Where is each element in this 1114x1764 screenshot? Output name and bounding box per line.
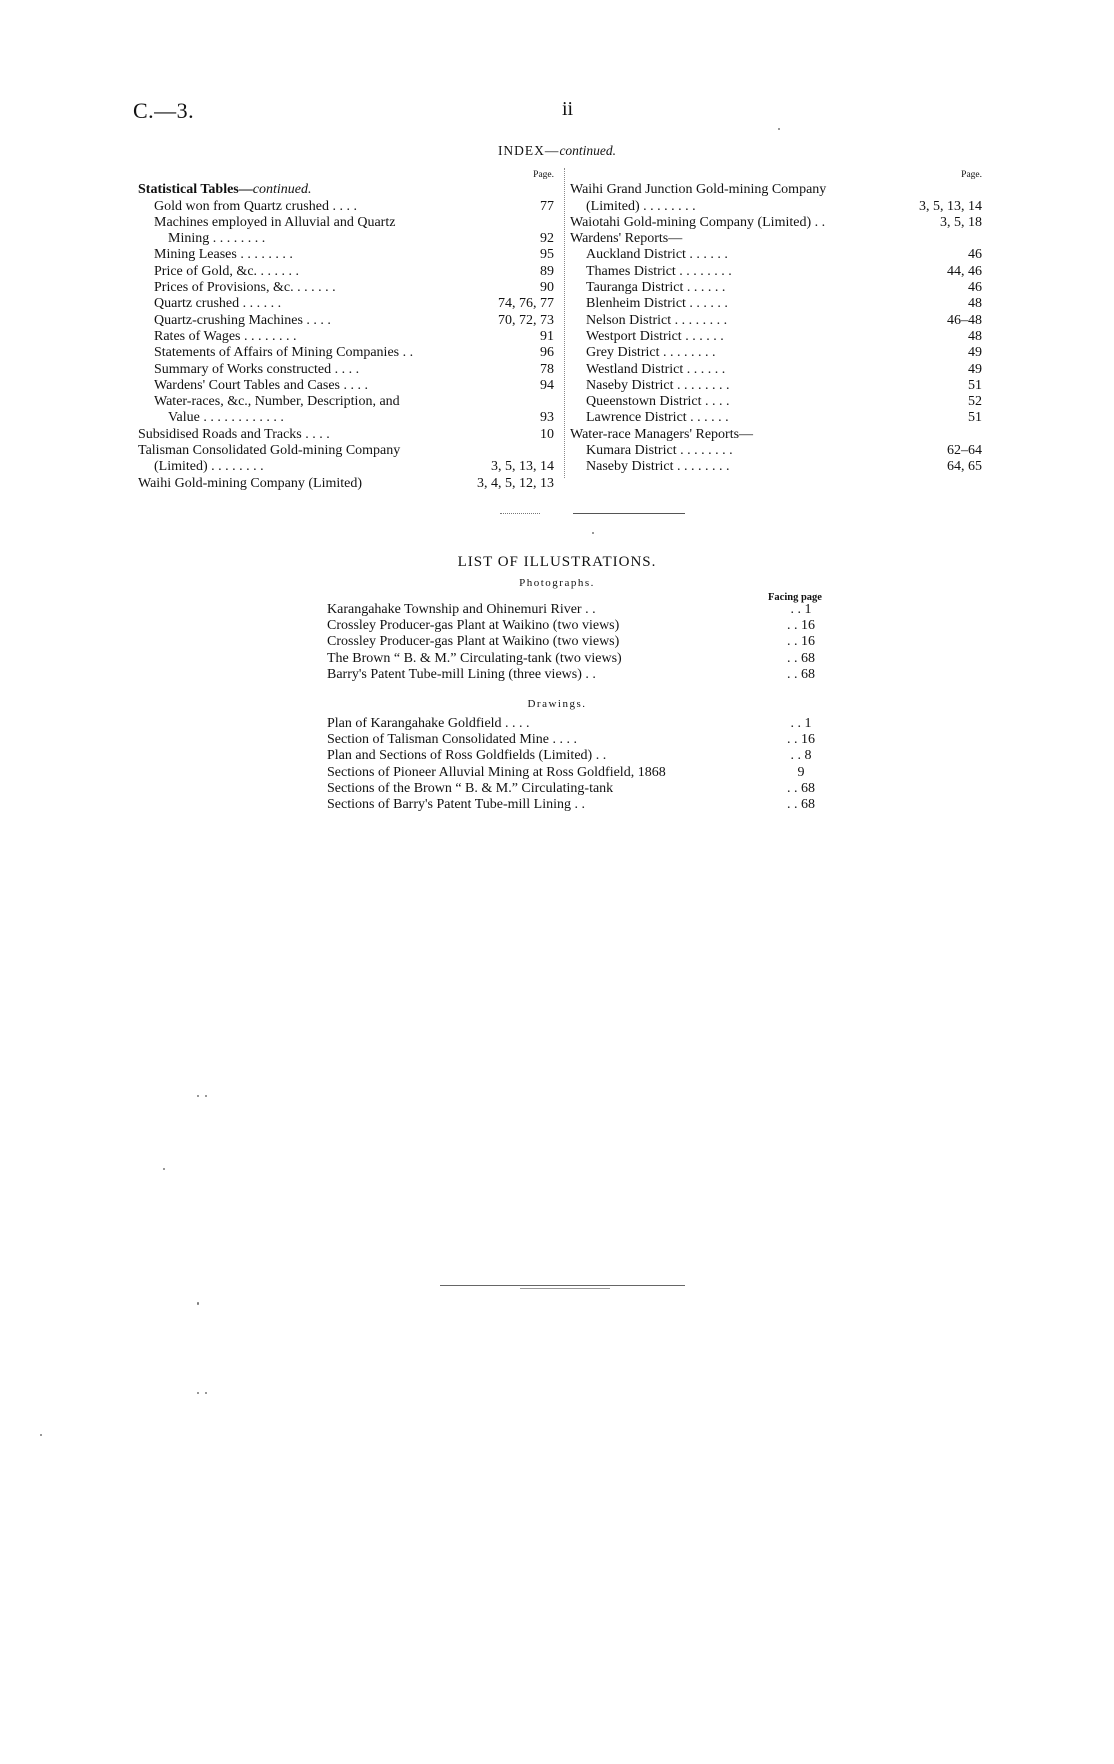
drawing-entry bbox=[327, 748, 830, 764]
drawing-entry bbox=[327, 781, 830, 797]
index-entry-page: 44, 46 bbox=[947, 263, 982, 279]
index-entry bbox=[570, 247, 982, 263]
index-entry-title: Auckland District . . . . . . bbox=[586, 247, 728, 263]
index-entry-page: 78 bbox=[540, 361, 554, 377]
index-entry-title: Waihi Gold-mining Company (Limited) bbox=[138, 475, 363, 491]
index-entry-title: (Limited) . . . . . . . . bbox=[586, 198, 696, 214]
index-heading-continued: continued. bbox=[559, 143, 617, 158]
photograph-entry-title: Barry's Patent Tube-mill Lining (three views) . . bbox=[327, 666, 596, 682]
index-entry bbox=[138, 215, 554, 231]
index-entry-title: Quartz-crushing Machines . . . . bbox=[154, 312, 331, 328]
divider-rule bbox=[573, 513, 685, 514]
index-entry-title: Grey District . . . . . . . . bbox=[586, 345, 716, 361]
index-entry-page: 91 bbox=[540, 328, 554, 344]
index-entry-page: 95 bbox=[540, 247, 554, 263]
index-entry-title: Blenheim District . . . . . . bbox=[586, 296, 728, 312]
index-entry bbox=[138, 296, 554, 312]
index-entry-title: Statements of Affairs of Mining Companies . . bbox=[154, 345, 414, 361]
index-entry-title: Westland District . . . . . . bbox=[586, 361, 726, 377]
index-entry-page: 90 bbox=[540, 280, 554, 296]
drawings-heading: Drawings. bbox=[527, 698, 587, 710]
index-entry bbox=[570, 199, 982, 215]
photograph-entry-page: . . 68 bbox=[787, 666, 815, 682]
end-rule-2 bbox=[520, 1288, 610, 1289]
speck bbox=[205, 1095, 207, 1097]
drawing-entry-page: 9 bbox=[797, 764, 805, 780]
drawing-entry-title: Sections of Barry's Patent Tube-mill Lining . . bbox=[327, 796, 586, 812]
index-entry bbox=[570, 215, 982, 231]
index-entry-page: 62–64 bbox=[947, 443, 982, 459]
index-heading-main: INDEX— bbox=[497, 143, 560, 158]
index-entry-page: 3, 5, 18 bbox=[940, 214, 982, 230]
index-entry-title: Wardens' Reports— bbox=[570, 231, 683, 247]
photograph-entry bbox=[327, 667, 830, 683]
index-entry bbox=[138, 394, 554, 410]
index-entry-title: Talisman Consolidated Gold-mining Company bbox=[138, 443, 401, 459]
speck bbox=[205, 1392, 207, 1394]
index-entry bbox=[138, 345, 554, 361]
index-entry bbox=[570, 329, 982, 345]
index-entry-title: Summary of Works constructed . . . . bbox=[154, 361, 360, 377]
drawing-entry-page: . . 68 bbox=[787, 780, 815, 796]
index-entry-page: 3, 5, 13, 14 bbox=[491, 459, 554, 475]
drawing-entry-page: . . 1 bbox=[790, 716, 812, 731]
index-entry bbox=[138, 329, 554, 345]
index-entry bbox=[570, 182, 982, 198]
illustrations-title: LIST OF ILLUSTRATIONS. bbox=[457, 554, 657, 570]
index-entry bbox=[570, 427, 982, 443]
index-entry-title: Prices of Provisions, &c. . . . . . . bbox=[154, 280, 336, 296]
index-entry-page: 49 bbox=[968, 345, 982, 361]
index-entry-title: Water-race Managers' Reports— bbox=[570, 426, 754, 442]
drawing-entry bbox=[327, 797, 830, 813]
photograph-entry-page: . . 1 bbox=[790, 602, 812, 617]
photograph-entry bbox=[327, 634, 830, 650]
drawing-entry-title: Plan of Karangahake Goldfield . . . . bbox=[327, 716, 530, 731]
index-entry bbox=[570, 410, 982, 426]
drawing-entry-page: . . 68 bbox=[787, 796, 815, 812]
index-entry bbox=[138, 459, 554, 475]
drawing-entry bbox=[327, 732, 830, 748]
index-entry bbox=[570, 296, 982, 312]
index-entry bbox=[570, 264, 982, 280]
photograph-entry bbox=[327, 618, 830, 634]
index-entry-page: 46 bbox=[968, 280, 982, 296]
index-entry-page: 74, 76, 77 bbox=[498, 296, 554, 312]
drawing-entry-title: Plan and Sections of Ross Goldfields (Limited) . . bbox=[327, 748, 607, 764]
index-entry-page: 48 bbox=[968, 296, 982, 312]
index-entry-title: Value . . . . . . . . . . . . bbox=[168, 410, 284, 426]
index-entry-title: Naseby District . . . . . . . . bbox=[586, 459, 730, 475]
index-entry-title: Waihi Grand Junction Gold-mining Company bbox=[570, 182, 827, 198]
index-entry bbox=[138, 313, 554, 329]
index-entry bbox=[138, 231, 554, 247]
index-entry bbox=[138, 182, 554, 198]
index-entry-page: 89 bbox=[540, 263, 554, 279]
index-entry-page: 52 bbox=[968, 394, 982, 410]
index-entry bbox=[570, 394, 982, 410]
index-entry-page: 3, 4, 5, 12, 13 bbox=[477, 475, 554, 491]
index-entry-title: Mining Leases . . . . . . . . bbox=[154, 247, 293, 263]
index-entry-title: Westport District . . . . . . bbox=[586, 328, 724, 344]
speck bbox=[197, 1095, 199, 1097]
index-entry-page: 96 bbox=[540, 345, 554, 361]
index-entry-page: 48 bbox=[968, 328, 982, 344]
index-entry-title: (Limited) . . . . . . . . bbox=[154, 459, 264, 475]
index-right-column bbox=[570, 166, 982, 476]
photograph-entry-page: . . 16 bbox=[787, 634, 815, 650]
index-entry-page: 10 bbox=[540, 426, 554, 442]
page-number: ii bbox=[562, 98, 574, 120]
index-entry-title: Naseby District . . . . . . . . bbox=[586, 377, 730, 393]
index-entry bbox=[138, 443, 554, 459]
index-entry-page: 49 bbox=[968, 361, 982, 377]
speck bbox=[197, 1302, 199, 1304]
index-entry-title: Rates of Wages . . . . . . . . bbox=[154, 328, 297, 344]
index-entry-title: Nelson District . . . . . . . . bbox=[586, 312, 728, 328]
index-entry bbox=[138, 378, 554, 394]
end-rule bbox=[440, 1285, 685, 1286]
index-entry-page: 51 bbox=[968, 377, 982, 393]
divider-rule-dotted bbox=[500, 513, 540, 514]
index-entry bbox=[570, 231, 982, 247]
index-entry-title: Mining . . . . . . . . bbox=[168, 231, 266, 247]
photograph-entry-title: Crossley Producer-gas Plant at Waikino (two views) bbox=[327, 618, 620, 634]
drawing-entry bbox=[327, 716, 830, 732]
index-entry bbox=[138, 280, 554, 296]
index-entry bbox=[570, 378, 982, 394]
index-entry-page: 92 bbox=[540, 231, 554, 247]
index-entry-page: 46 bbox=[968, 247, 982, 263]
photographs-list bbox=[327, 602, 830, 683]
photograph-entry bbox=[327, 602, 830, 618]
index-entry bbox=[138, 410, 554, 426]
photograph-entry-title: The Brown “ B. & M.” Circulating-tank (two views) bbox=[327, 650, 622, 666]
index-entry-title: Gold won from Quartz crushed . . . . bbox=[154, 198, 357, 214]
index-entry bbox=[570, 443, 982, 459]
index-entry-title: Water-races, &c., Number, Description, and bbox=[154, 394, 400, 410]
index-entry-title: Quartz crushed . . . . . . bbox=[154, 296, 282, 312]
index-entry bbox=[138, 362, 554, 378]
index-entry bbox=[138, 199, 554, 215]
index-entry-title: Price of Gold, &c. . . . . . . bbox=[154, 263, 300, 279]
index-entry-title: Tauranga District . . . . . . bbox=[586, 280, 726, 296]
index-entry-page: 3, 5, 13, 14 bbox=[919, 198, 982, 214]
index-entry-page: 70, 72, 73 bbox=[498, 312, 554, 328]
index-entry-page: 94 bbox=[540, 377, 554, 393]
index-left-page-header: Page. bbox=[533, 170, 554, 180]
index-entry bbox=[138, 264, 554, 280]
index-entry bbox=[570, 280, 982, 296]
index-entry-page: 93 bbox=[540, 410, 554, 426]
index-heading bbox=[0, 143, 1114, 159]
drawing-entry-title: Sections of the Brown “ B. & M.” Circulating-tank bbox=[327, 780, 614, 796]
index-entry-title: Waiotahi Gold-mining Company (Limited) . . bbox=[570, 214, 826, 230]
index-entry-title: Queenstown District . . . . bbox=[586, 394, 730, 410]
photograph-entry bbox=[327, 651, 830, 667]
drawing-entry-page: . . 8 bbox=[790, 748, 812, 764]
photograph-entry-page: . . 16 bbox=[787, 618, 815, 634]
drawing-entry bbox=[327, 765, 830, 781]
index-entry-page: 46–48 bbox=[947, 312, 982, 328]
column-divider bbox=[564, 168, 565, 478]
index-entry bbox=[570, 313, 982, 329]
index-entry-title: Wardens' Court Tables and Cases . . . . bbox=[154, 377, 369, 393]
index-entry-page: 51 bbox=[968, 410, 982, 426]
drawing-entry-page: . . 16 bbox=[787, 732, 815, 748]
drawings-list bbox=[327, 716, 830, 813]
index-entry-title: Lawrence District . . . . . . bbox=[586, 410, 729, 426]
index-entry-title: Thames District . . . . . . . . bbox=[586, 263, 732, 279]
photograph-entry-page: . . 68 bbox=[787, 650, 815, 666]
index-entry bbox=[570, 459, 982, 475]
index-left-column bbox=[138, 166, 554, 492]
drawing-entry-title: Section of Talisman Consolidated Mine . . . . bbox=[327, 732, 577, 748]
index-entry-title: Kumara District . . . . . . . . bbox=[586, 443, 733, 459]
index-entry-page: 64, 65 bbox=[947, 459, 982, 475]
index-entry bbox=[138, 427, 554, 443]
index-entry bbox=[138, 247, 554, 263]
photograph-entry-title: Crossley Producer-gas Plant at Waikino (two views) bbox=[327, 634, 620, 650]
index-right-page-header: Page. bbox=[961, 170, 982, 180]
speck bbox=[778, 128, 780, 130]
index-entry-title: Machines employed in Alluvial and Quartz bbox=[154, 214, 396, 230]
index-entry bbox=[138, 476, 554, 492]
speck bbox=[592, 532, 594, 534]
facing-page-label: Facing page bbox=[768, 592, 822, 603]
drawing-entry-title: Sections of Pioneer Alluvial Mining at Ross Goldfield, 1868 bbox=[327, 764, 666, 780]
speck bbox=[163, 1168, 165, 1170]
photographs-heading: Photographs. bbox=[519, 577, 595, 589]
speck bbox=[197, 1392, 199, 1394]
index-entry bbox=[570, 345, 982, 361]
index-entry-title: Statistical Tables—continued. bbox=[138, 182, 312, 198]
index-entry-title: Subsidised Roads and Tracks . . . . bbox=[138, 426, 330, 442]
speck bbox=[40, 1434, 42, 1436]
index-entry bbox=[570, 362, 982, 378]
document-code: C.—3. bbox=[133, 98, 195, 123]
photograph-entry-title: Karangahake Township and Ohinemuri River . . bbox=[327, 602, 596, 617]
index-entry-page: 77 bbox=[540, 198, 554, 214]
